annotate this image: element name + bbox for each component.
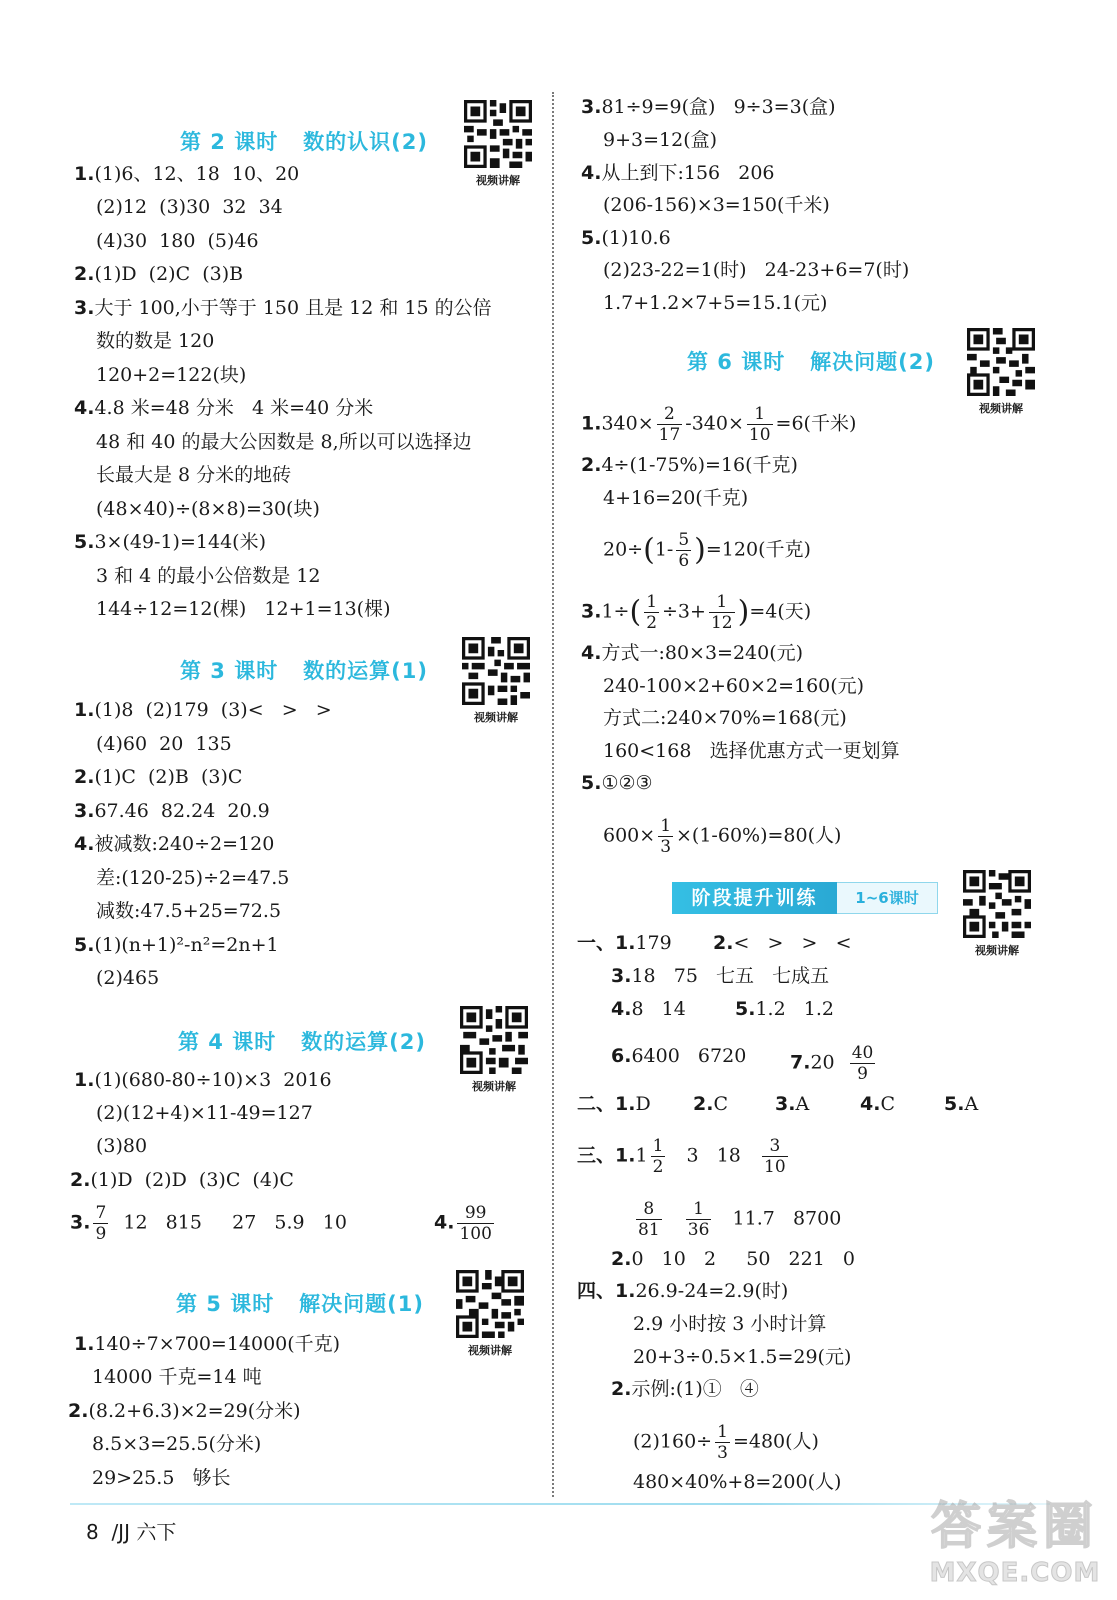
right-column: [577, 0, 1057, 1540]
l6-q4-c: 方式二:240×70%=168(元): [603, 707, 847, 729]
fraction: $\frac{1}{3}$: [660, 816, 672, 857]
stage-s2-q5: 5.A: [944, 1093, 979, 1115]
fraction: $\frac{2}{17}$: [658, 404, 681, 445]
l2-q3-c: 120+2=122(块): [96, 364, 247, 386]
l4-q2: 2.(1)D (2)D (3)C (4)C: [70, 1169, 294, 1191]
l2-q5-c: 144÷12=12(棵) 12+1=13(棵): [96, 598, 391, 620]
stage-s4-q1-b: 2.9 小时按 3 小时计算: [633, 1313, 827, 1335]
l6-q4: 4.方式一:80×3=240(元): [581, 642, 804, 664]
l5-q2-b: 8.5×3=25.5(分米): [92, 1433, 262, 1455]
stage-training-range: 1~6课时: [837, 882, 938, 914]
stage-training-banner: [672, 882, 942, 914]
l2-q4: 4.4.8 米=48 分米 4 米=40 分米: [74, 397, 374, 419]
lesson-6-title: 第 6 课时 解决问题(2): [687, 350, 935, 374]
r-q3: 3.81÷9=9(盒) 9÷3=3(盒): [581, 96, 836, 118]
stage-s4-q2-b: (2)160÷ $\frac{1}{3}$ =480(人): [633, 1422, 819, 1463]
l5-q1-b: 14000 千克=14 吨: [92, 1366, 262, 1388]
l5-q1: 1.140÷7×700=14000(千克): [74, 1333, 341, 1355]
l2-q5-b: 3 和 4 的最小公倍数是 12: [96, 565, 321, 587]
l4-q4: 4. $\frac{99}{100}$: [434, 1203, 492, 1244]
stage-s2-q2: 2.C: [693, 1093, 728, 1115]
l6-q2-b: 4+16=20(千克): [603, 487, 749, 509]
lesson-4-title: 第 4 课时 数的运算(2): [178, 1030, 426, 1054]
qr-code[interactable]: [464, 100, 532, 168]
r-q4-b: (206-156)×3=150(千米): [603, 194, 830, 216]
stage-qr: [963, 870, 1043, 957]
r-q4: 4.从上到下:156 206: [581, 162, 775, 184]
qr-caption: 视频讲解: [979, 402, 1023, 415]
r-q5-c: 1.7+1.2×7+5=15.1(元): [603, 292, 828, 314]
fraction: $\frac{1}{2}$: [652, 1136, 664, 1177]
l3-q5: 5.(1)(n+1)²-n²=2n+1: [74, 934, 279, 956]
qr-code[interactable]: [963, 870, 1031, 938]
l6-q2-c: 20÷(1- $\frac{5}{6}$ )=120(千克): [603, 530, 811, 571]
r-q3-b: 9+3=12(盒): [603, 129, 718, 151]
fraction: $\frac{1}{36}$: [687, 1199, 710, 1240]
stage-training-title: 阶段提升训练: [672, 882, 837, 914]
qr-code[interactable]: [460, 1006, 528, 1074]
l3-q1: 1.(1)8 (2)179 (3)< > >: [74, 699, 332, 721]
l2-q4-b: 48 和 40 的最大公因数是 8,所以可以选择边: [96, 431, 472, 453]
qr-code[interactable]: [456, 1270, 524, 1338]
fraction: $\frac{1}{2}$: [646, 592, 658, 633]
stage-s1-q4: 4.8 14: [611, 998, 686, 1020]
column-divider: [552, 92, 554, 1497]
l5-q2-c: 29>25.5 够长: [92, 1467, 231, 1489]
l3-q2: 2.(1)C (2)B (3)C: [74, 766, 243, 788]
qr-code[interactable]: [462, 637, 530, 705]
fraction: $\frac{7}{9}$: [95, 1203, 107, 1244]
l3-q4-c: 减数:47.5+25=72.5: [96, 900, 282, 922]
fraction: $\frac{3}{10}$: [764, 1136, 786, 1177]
l6-q1: 1.340× $\frac{2}{17}$ -340× $\frac{1}{10}$ =6(千米): [581, 404, 857, 445]
watermark: [925, 1478, 1105, 1593]
l2-q5: 5.3×(49-1)=144(米): [74, 531, 266, 553]
l3-q1-b: (4)60 20 135: [96, 733, 232, 755]
stage-s2: 二、1.D: [577, 1093, 651, 1115]
l4-q1-c: (3)80: [96, 1135, 148, 1157]
stage-s4-q2-c: 480×40%+8=200(人): [633, 1471, 842, 1493]
l3-q3: 3.67.46 82.24 20.9: [74, 800, 270, 822]
stage-s4-q1: 四、1.26.9-24=2.9(时): [577, 1280, 789, 1302]
fraction: $\frac{40}{9}$: [851, 1043, 874, 1084]
l2-q1-c: (4)30 180 (5)46: [96, 230, 259, 252]
l6-q4-b: 240-100×2+60×2=160(元): [603, 675, 865, 697]
l2-q1-b: (2)12 (3)30 32 34: [96, 196, 283, 218]
lesson-2-title: 第 2 课时 数的认识(2): [180, 130, 428, 154]
r-q5-b: (2)23-22=1(时) 24-23+6=7(时): [603, 259, 910, 281]
qr-caption: 视频讲解: [472, 1080, 516, 1093]
left-column: [68, 0, 538, 1540]
lesson-3-title: 第 3 课时 数的运算(1): [180, 659, 428, 683]
l3-q4-b: 差:(120-25)÷2=47.5: [96, 867, 290, 889]
stage-s4-q1-c: 20+3÷0.5×1.5=29(元): [633, 1346, 852, 1368]
stage-s2-q3: 3.A: [775, 1093, 810, 1115]
lesson-5-title: 第 5 课时 解决问题(1): [176, 1292, 424, 1316]
stage-s3-q1: 三、1.1 $\frac{1}{2}$ 3 18 $\frac{3}{10}$: [577, 1136, 786, 1177]
l6-q3: 3.1÷( $\frac{1}{2}$ ÷3+ $\frac{1}{12}$ )=4(天): [581, 592, 812, 633]
stage-s4-q2: 2.示例:(1)① ④: [611, 1378, 759, 1400]
qr-caption: 视频讲解: [468, 1344, 512, 1357]
l6-q5: 5.①②③: [581, 772, 653, 794]
l4-q3: 3. $\frac{7}{9}$ 12 815 27 5.9 10: [70, 1203, 347, 1244]
qr-caption: 视频讲解: [975, 944, 1019, 957]
qr-caption: 视频讲解: [476, 174, 520, 187]
stage-s1-q7: 7.20 $\frac{40}{9}$: [790, 1043, 874, 1084]
l4-q1: 1.(1)(680-80÷10)×3 2016: [74, 1069, 332, 1091]
l6-q4-d: 160<168 选择优惠方式一更划算: [603, 740, 900, 762]
qr-caption: 视频讲解: [474, 711, 518, 724]
stage-s2-q4: 4.C: [860, 1093, 895, 1115]
l4-q1-b: (2)(12+4)×11-49=127: [96, 1102, 313, 1124]
watermark-logo: 答案圈: [931, 1497, 1099, 1555]
l3-q5-b: (2)465: [96, 967, 160, 989]
stage-s1-q6: 6.6400 6720: [611, 1045, 747, 1067]
stage-s1-q2: 2.< > > <: [713, 932, 852, 954]
l3-q4: 4.被减数:240÷2=120: [74, 833, 275, 855]
l2-q4-c: 长最大是 8 分米的地砖: [96, 464, 292, 486]
stage-s1-q5: 5.1.2 1.2: [735, 998, 835, 1020]
stage-s3-q1-b: $\frac{8}{81}$ $\frac{1}{36}$ 11.7 8700: [638, 1199, 842, 1240]
l2-q4-d: (48×40)÷(8×8)=30(块): [96, 498, 320, 520]
fraction: $\frac{1}{12}$: [710, 592, 733, 633]
fraction: $\frac{8}{81}$: [638, 1199, 660, 1240]
qr-code[interactable]: [967, 328, 1035, 396]
watermark-url: MXQE.COM: [929, 1558, 1101, 1588]
fraction: $\frac{5}{6}$: [678, 530, 690, 571]
l6-q2: 2.4÷(1-75%)=16(千克): [581, 454, 798, 476]
footer-rule: [70, 1503, 1050, 1505]
stage-s1-row1: 一、1.179: [577, 932, 672, 954]
fraction: $\frac{1}{10}$: [748, 404, 771, 445]
lesson-6-header: [577, 328, 1057, 415]
l2-q2: 2.(1)D (2)C (3)B: [74, 263, 244, 285]
stage-s3-q2: 2.0 10 2 50 221 0: [611, 1248, 856, 1270]
l6-q5-b: 600× $\frac{1}{3}$ ×(1-60%)=80(人): [603, 816, 842, 857]
stage-s1-q3: 3.18 75 七五 七成五: [611, 965, 830, 987]
r-q5: 5.(1)10.6: [581, 227, 671, 249]
fraction: $\frac{99}{100}$: [459, 1203, 492, 1244]
l5-q2: 2.(8.2+6.3)×2=29(分米): [68, 1400, 301, 1422]
l2-q3-b: 数的数是 120: [96, 330, 215, 352]
l2-q3: 3.大于 100,小于等于 150 且是 12 和 15 的公倍: [74, 297, 492, 319]
fraction: $\frac{1}{3}$: [717, 1422, 728, 1463]
l2-q1: 1.(1)6、12、18 10、20: [74, 163, 300, 185]
page-footer: 8 /JJ 六下: [86, 1520, 177, 1544]
